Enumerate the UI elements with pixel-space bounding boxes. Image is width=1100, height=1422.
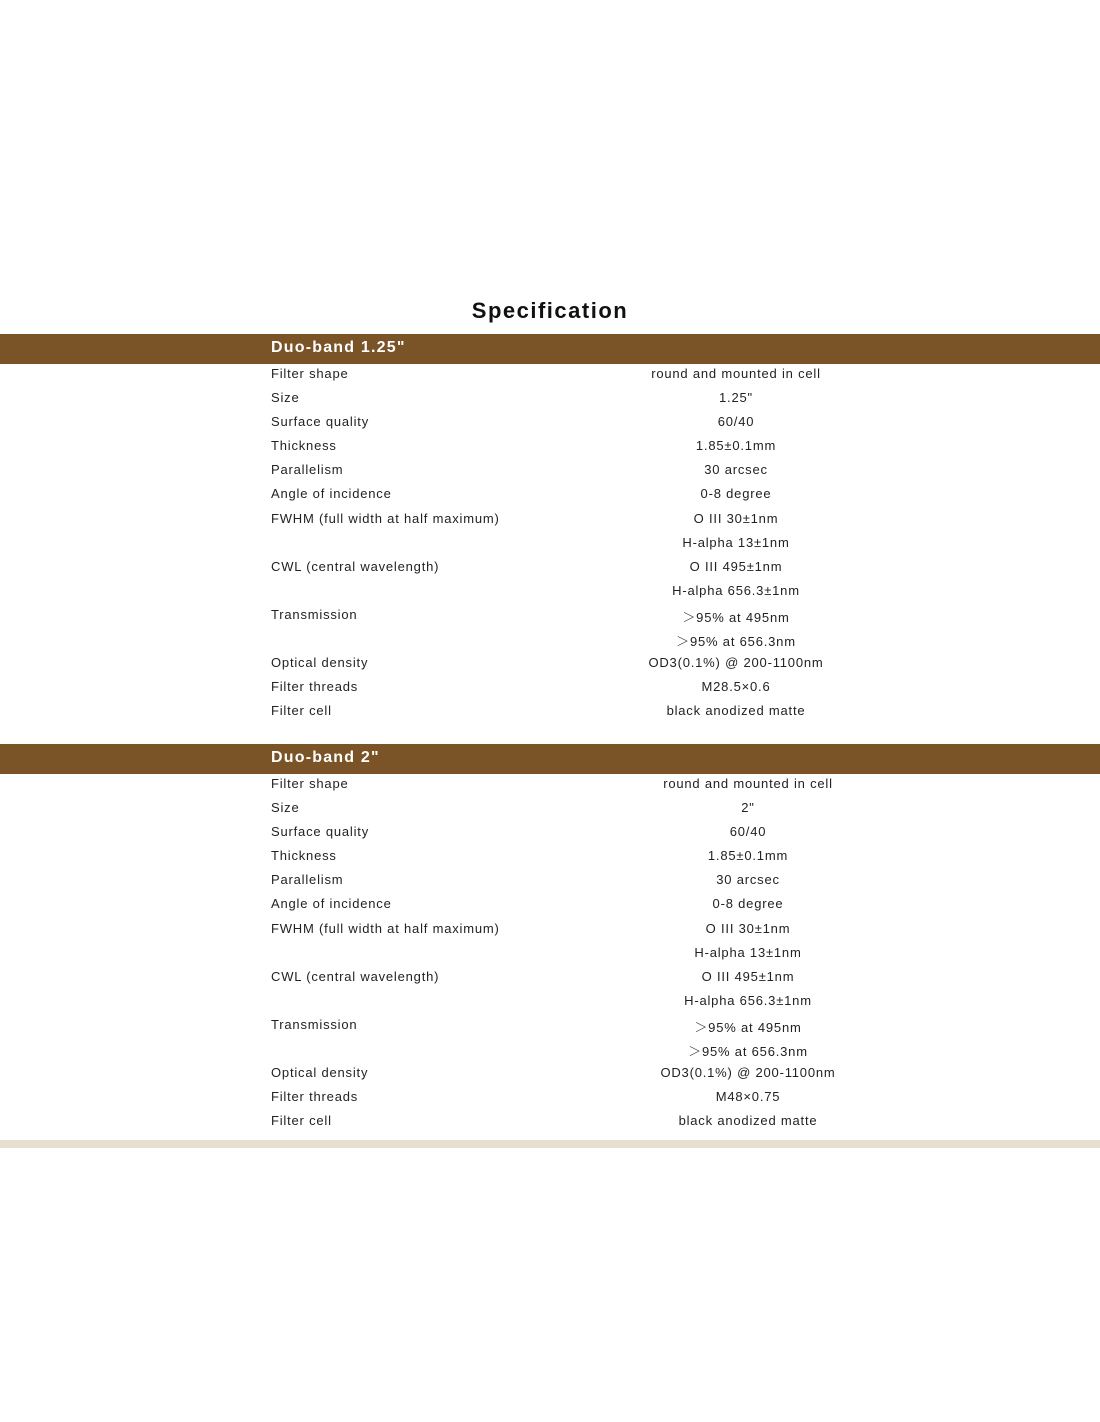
- spec-value: 1.25": [719, 390, 753, 406]
- spec-row: [0, 1062, 1100, 1086]
- spec-label: Angle of incidence: [271, 486, 392, 502]
- spec-row: [0, 821, 1100, 845]
- spec-row: [0, 363, 1100, 387]
- spec-row: [0, 532, 1100, 556]
- spec-row: [0, 435, 1100, 459]
- spec-label: Thickness: [271, 438, 337, 454]
- spec-value: 1.85±0.1mm: [695, 438, 777, 454]
- spec-label: Parallelism: [271, 462, 344, 478]
- spec-value: O III 495±1nm: [689, 558, 783, 574]
- spec-value: ＞95% at 495nm: [682, 609, 790, 625]
- spec-value: M28.5×0.6: [701, 679, 771, 695]
- spec-value: O III 495±1nm: [701, 968, 795, 984]
- spec-label: Optical density: [271, 655, 369, 671]
- spec-table-duo-band-125: [0, 363, 1100, 724]
- spec-row: [0, 893, 1100, 917]
- spec-value: OD3(0.1%) @ 200-1100nm: [660, 1065, 836, 1081]
- spec-label: Optical density: [271, 1065, 369, 1081]
- spec-value: O III 30±1nm: [705, 920, 791, 936]
- spec-row: [0, 508, 1100, 532]
- spec-row: [0, 700, 1100, 724]
- spec-value: 1.85±0.1mm: [707, 848, 789, 864]
- spec-row: [0, 966, 1100, 990]
- spec-label: FWHM (full width at half maximum): [271, 510, 500, 526]
- spec-value: black anodized matte: [666, 703, 806, 719]
- spec-label: Thickness: [271, 848, 337, 864]
- spec-value: H-alpha 13±1nm: [682, 534, 790, 550]
- spec-value: 0-8 degree: [712, 896, 784, 912]
- spec-label: Filter shape: [271, 366, 349, 381]
- spec-row: [0, 918, 1100, 942]
- spec-label: Size: [271, 390, 300, 406]
- spec-value: M48×0.75: [715, 1089, 781, 1105]
- spec-row: [0, 387, 1100, 411]
- spec-table-duo-band-2: [0, 773, 1100, 1134]
- spec-value: black anodized matte: [678, 1113, 818, 1129]
- spec-label: Angle of incidence: [271, 896, 392, 912]
- spec-label: Filter cell: [271, 703, 332, 719]
- spec-value: H-alpha 13±1nm: [694, 944, 802, 960]
- spec-row: [0, 773, 1100, 797]
- spec-row: [0, 459, 1100, 483]
- spec-label: Transmission: [271, 606, 358, 622]
- spec-label: Size: [271, 800, 300, 816]
- spec-label: FWHM (full width at half maximum): [271, 920, 500, 936]
- spec-value: round and mounted in cell: [651, 366, 821, 381]
- spec-value: H-alpha 656.3±1nm: [684, 992, 812, 1008]
- spec-row: [0, 1110, 1100, 1134]
- spec-value: ＞95% at 656.3nm: [688, 1044, 808, 1060]
- spec-row: [0, 990, 1100, 1014]
- spec-value: 30 arcsec: [716, 872, 780, 888]
- spec-row: [0, 869, 1100, 893]
- spec-value: H-alpha 656.3±1nm: [672, 582, 800, 598]
- spec-value: 30 arcsec: [704, 462, 768, 478]
- spec-label: Transmission: [271, 1016, 358, 1032]
- spec-row: [0, 1014, 1100, 1038]
- spec-label: Filter threads: [271, 679, 359, 695]
- spec-row: [0, 628, 1100, 652]
- page-title: Specification: [471, 298, 629, 323]
- spec-value: ＞95% at 656.3nm: [676, 634, 796, 650]
- spec-value: ＞95% at 495nm: [694, 1019, 802, 1035]
- spec-label: Filter cell: [271, 1113, 332, 1129]
- spec-row: [0, 483, 1100, 507]
- spec-row: [0, 1038, 1100, 1062]
- spec-label: Surface quality: [271, 414, 369, 430]
- spec-row: [0, 676, 1100, 700]
- section-header-duo-band-2: [0, 744, 1100, 774]
- spec-label: Filter threads: [271, 1089, 359, 1105]
- spec-value: 60/40: [729, 824, 767, 840]
- spec-value: 60/40: [717, 414, 755, 430]
- bottom-divider: [0, 1140, 1100, 1148]
- spec-row: [0, 845, 1100, 869]
- section-title: Duo-band 2": [271, 749, 380, 766]
- spec-value: O III 30±1nm: [693, 510, 779, 526]
- spec-label: CWL (central wavelength): [271, 968, 440, 984]
- spec-row: [0, 1086, 1100, 1110]
- spec-label: Parallelism: [271, 872, 344, 888]
- spec-row: [0, 411, 1100, 435]
- spec-label: CWL (central wavelength): [271, 558, 440, 574]
- spec-value: 2": [741, 800, 755, 816]
- spec-value: round and mounted in cell: [663, 776, 833, 791]
- spec-label: Surface quality: [271, 824, 369, 840]
- section-header-duo-band-125: [0, 334, 1100, 364]
- spec-row: [0, 604, 1100, 628]
- spec-value: OD3(0.1%) @ 200-1100nm: [648, 655, 824, 671]
- spec-row: [0, 652, 1100, 676]
- spec-row: [0, 556, 1100, 580]
- section-title: Duo-band 1.25": [271, 339, 406, 356]
- spec-row: [0, 797, 1100, 821]
- spec-row: [0, 580, 1100, 604]
- spec-label: Filter shape: [271, 776, 349, 791]
- spec-row: [0, 942, 1100, 966]
- spec-value: 0-8 degree: [700, 486, 772, 502]
